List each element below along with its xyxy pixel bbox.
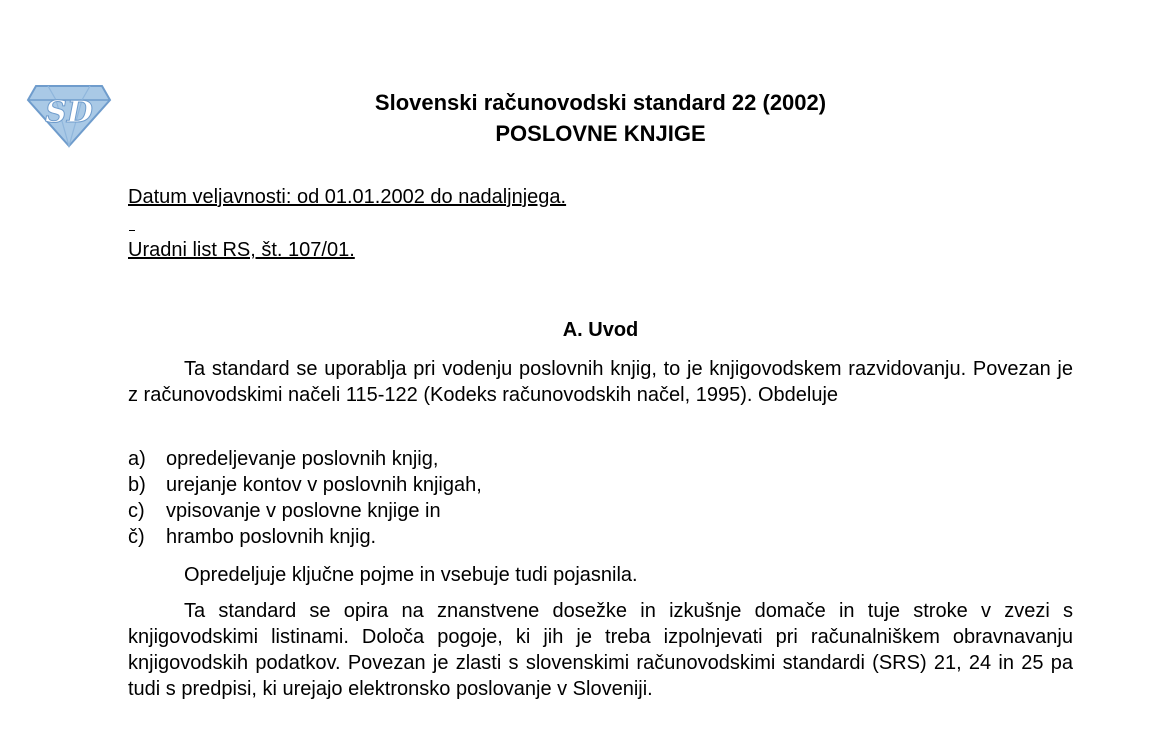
- hyphen-mark: [129, 230, 135, 231]
- section-heading: A. Uvod: [562, 319, 639, 341]
- official-gazette-reference: Uradni list RS, št. 107/01.: [128, 239, 355, 261]
- list-item-text: urejanje kontov v poslovnih knjigah,: [166, 474, 482, 496]
- list-item-text: opredeljevanje poslovnih knjig,: [166, 448, 439, 470]
- svg-text:SD: SD: [45, 95, 93, 130]
- list-item: [128, 498, 482, 524]
- list-item-text: hrambo poslovnih knjig.: [166, 526, 377, 548]
- document-title: Slovenski računovodski standard 22 (2002): [374, 90, 827, 115]
- list-item-text: vpisovanje v poslovne knjige in: [166, 500, 441, 522]
- intro-paragraph: Ta standard se uporablja pri vodenju poslovnih knjig, to je knjigovodskem razvidovanju. Povezan je z računovodskimi načeli 115-122 (Kodeks računovodskih načel, 1995). Obdeluje: [128, 358, 1073, 406]
- list-marker: b): [128, 474, 146, 496]
- list-item: [128, 446, 482, 472]
- list-marker: č): [128, 526, 145, 548]
- list-marker: a): [128, 448, 146, 470]
- topics-list: [128, 446, 482, 550]
- logo-icon: [26, 76, 112, 150]
- scope-paragraph: Ta standard se opira na znanstvene dosežke in izkušnje domače in tuje stroke v zvezi s knjigovodskimi listinami. Določa pogoje, ki jih je treba izpolnjevati pri računalniškem obravnavanju knjigovodskih podatkov. Povezan je zlasti s slovenskimi računovodskimi standardi (SRS) 21, 24 in 25 pa tudi s predpisi, ki urejajo elektronsko poslovanje v Sloveniji.: [128, 600, 1073, 700]
- document-subtitle: POSLOVNE KNJIGE: [495, 121, 706, 146]
- validity-date: Datum veljavnosti: od 01.01.2002 do nadaljnjega.: [128, 186, 567, 208]
- definitions-paragraph: Opredeljuje ključne pojme in vsebuje tudi pojasnila.: [184, 564, 638, 586]
- list-item: [128, 472, 482, 498]
- list-item: [128, 524, 482, 550]
- list-marker: c): [128, 500, 145, 522]
